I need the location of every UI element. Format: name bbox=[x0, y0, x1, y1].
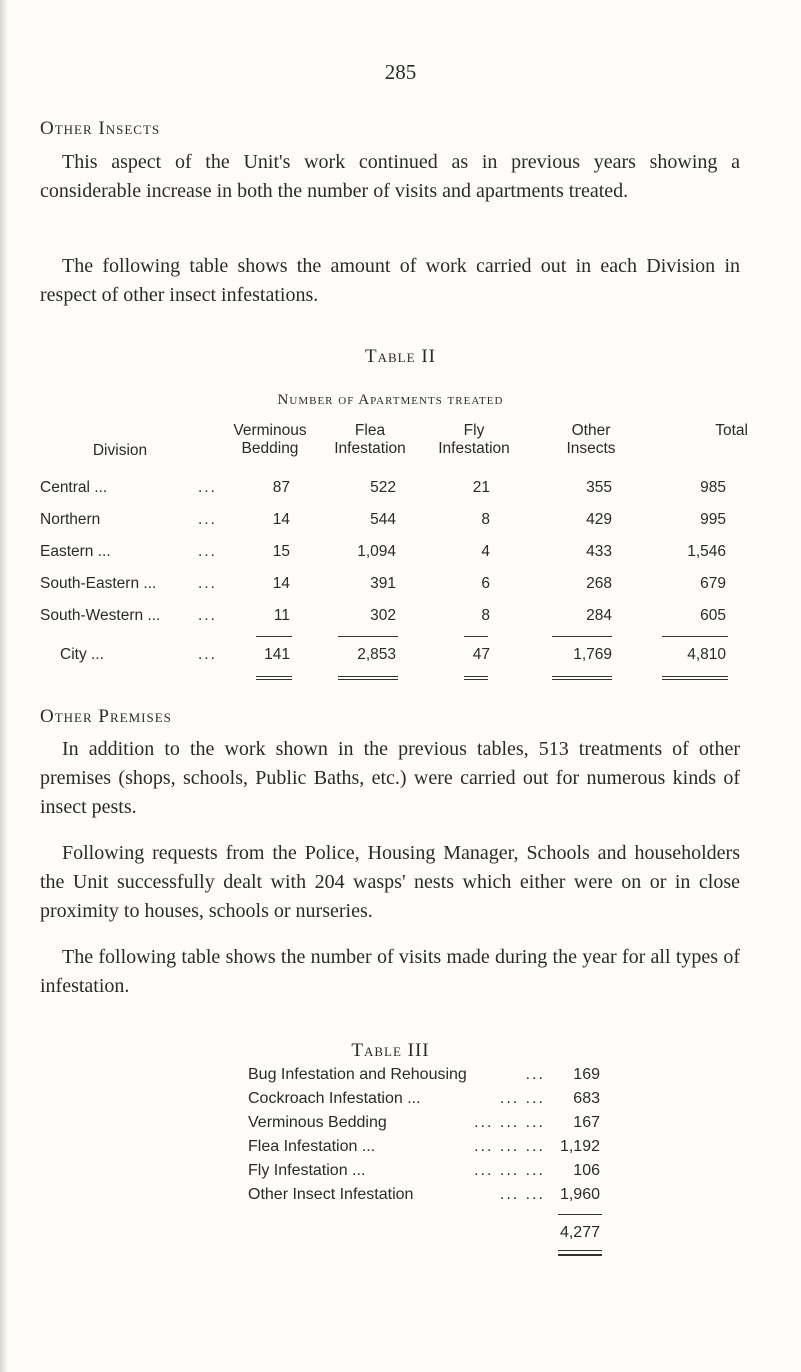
total-double-rule bbox=[662, 676, 728, 680]
paragraph-wasps-nests: Following requests from the Police, Housing Manager, Schools and householders the Unit successfully dealt with 204 wasps' nests which either were on or in close proximity to houses, schools or nurseries. bbox=[40, 842, 740, 922]
paragraph-visits-intro: The following table shows the number of visits made during the year for all types of infestation. bbox=[40, 946, 740, 997]
paragraph-insects-intro: This aspect of the Unit's work continued as in previous years showing a considerable increase in both the number of visits and apartments treated. bbox=[40, 151, 740, 202]
paragraph-table-intro: The following table shows the amount of work carried out in each Division in respect of other insect infestations. bbox=[40, 255, 740, 306]
total-double-rule bbox=[558, 1250, 602, 1256]
table-iii: Bug Infestation and Rehousing ... 169 Cockroach Infestation ... ... ... 683 Verminous Bedding ... ... ... 167 Flea Infestation ... ... ... ... 1,192 Fly Infestation ... ... ... ... 106 Other Insect Infestation ... ... 1,960 bbox=[248, 1066, 600, 1203]
total-double-rule bbox=[552, 676, 612, 680]
total-double-rule bbox=[338, 676, 398, 680]
table-ii-title: Table II bbox=[365, 346, 436, 367]
total-double-rule bbox=[464, 676, 488, 680]
sum-rule bbox=[256, 636, 292, 637]
sum-rule bbox=[552, 636, 612, 637]
sum-rule bbox=[558, 1214, 602, 1215]
header-fly-infestation: Fly Infestation bbox=[438, 422, 510, 457]
table-ii-subtitle: Number of Apartments treated bbox=[277, 392, 504, 408]
table-iii-title: Table III bbox=[351, 1040, 430, 1061]
page-number: 285 bbox=[384, 60, 417, 84]
header-division: Division bbox=[92, 442, 148, 459]
sum-rule bbox=[338, 636, 398, 637]
sum-rule bbox=[662, 636, 728, 637]
total-double-rule bbox=[256, 676, 292, 680]
table-ii: Division Verminous Bedding Flea Infestation Fly Infestation Other Insects Total Central ... ... 87 522 21 355 985 Northern ... 14 544 8 429 995 Eastern ... ... 15 1,094 4 433 1,546 South-Eastern ... ... 14 391 6 268 679 South-Western ... ... 11 302 8 284 605 City ... ... 141 2,853 47 1,769 4,810 bbox=[40, 422, 748, 702]
header-total: Total bbox=[715, 422, 748, 439]
paragraph-other-premises: In addition to the work shown in the previous tables, 513 treatments of other premises (shops, schools, Public Baths, etc.) were carried out for numerous kinds of insect pests. bbox=[40, 738, 740, 818]
section-heading-other-premises: Other Premises bbox=[40, 706, 172, 727]
sum-rule bbox=[464, 636, 488, 637]
header-flea-infestation: Flea Infestation bbox=[334, 422, 406, 457]
section-heading-other-insects: Other Insects bbox=[40, 118, 161, 139]
header-verminous-bedding: Verminous Bedding bbox=[233, 422, 307, 457]
header-other-insects: Other Insects bbox=[566, 422, 616, 457]
